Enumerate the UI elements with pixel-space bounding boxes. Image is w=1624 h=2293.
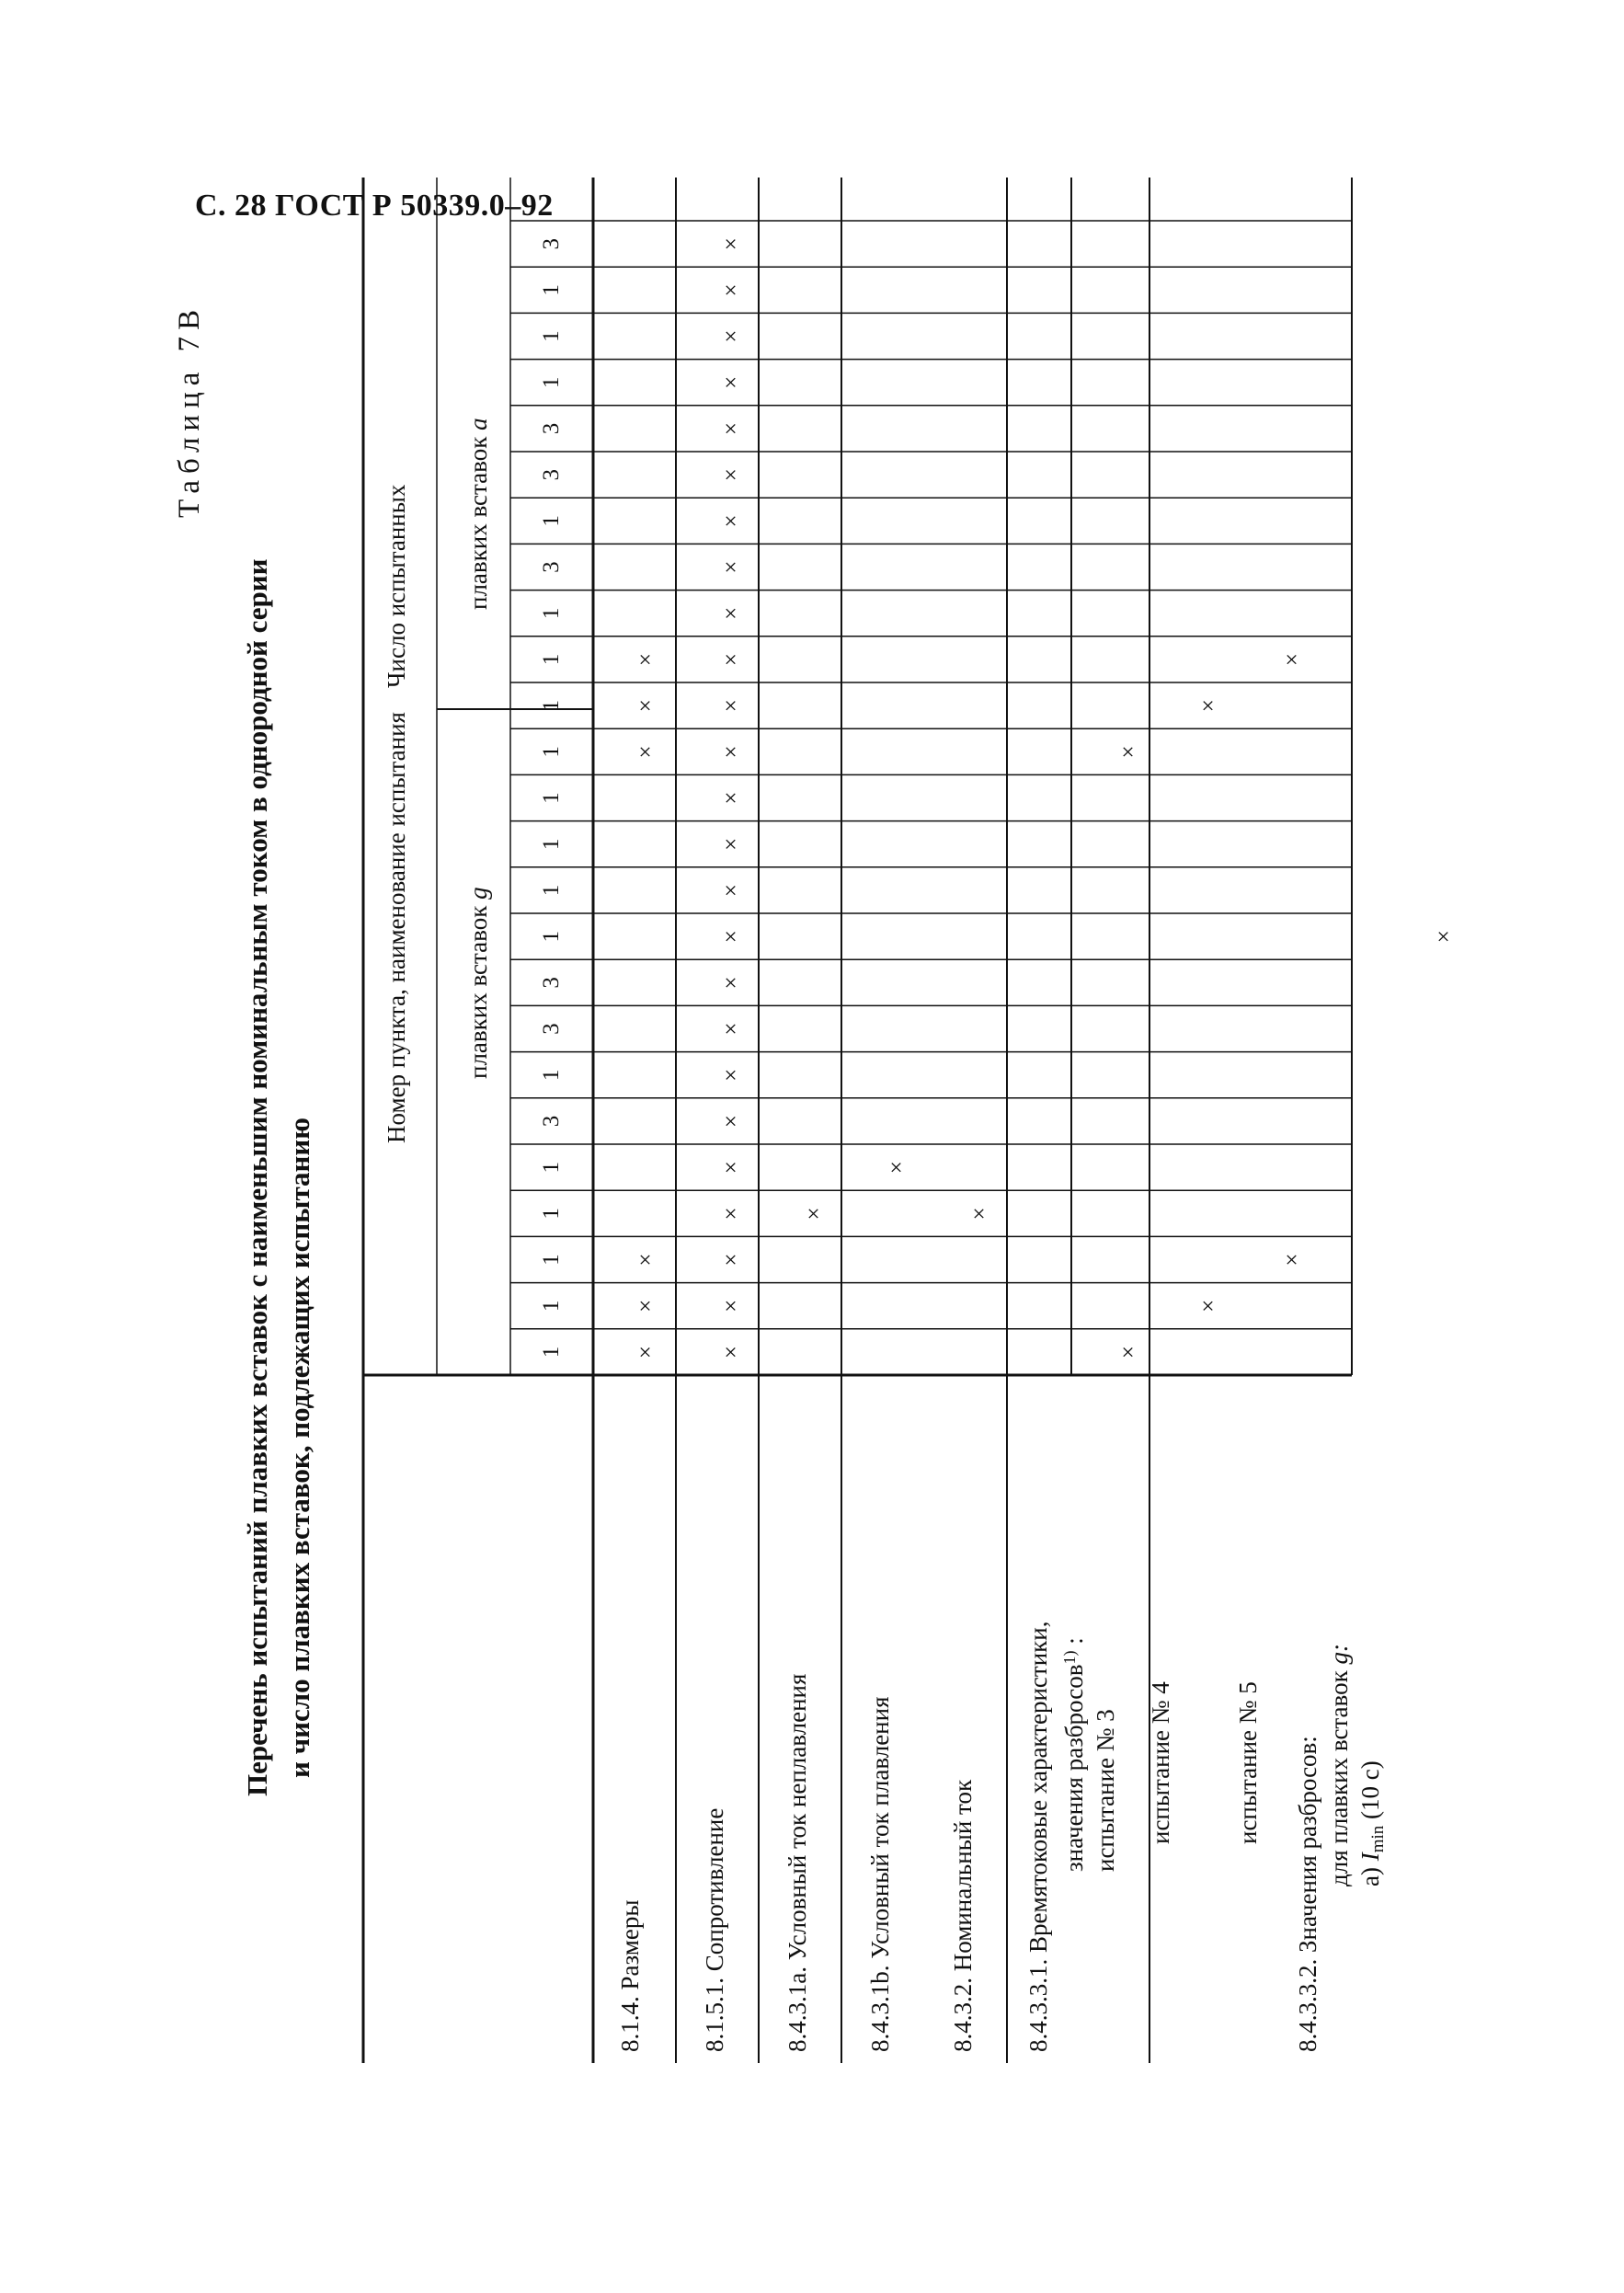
- row-label-line: 8.1.5.1. Сопротивление: [701, 1807, 728, 2052]
- row-label: [614, 1900, 646, 2053]
- test-mark: ×: [719, 421, 744, 436]
- table-title-line1: Перечень испытаний плавких вставок с наименьшим номинальным током в однородной серии: [241, 558, 273, 1796]
- footnote-marker: 1): [1060, 1650, 1079, 1665]
- count-cell: 3: [539, 1115, 564, 1128]
- count-cell: 3: [539, 237, 564, 250]
- column-header-left: Номер пункта, наименование испытания: [383, 712, 410, 1143]
- group-g-label: [466, 887, 491, 1079]
- row-label: [699, 1808, 730, 2052]
- row-label: [1292, 1644, 1394, 2052]
- test-mark: ×: [719, 976, 744, 990]
- column-header-right: Число испытанных: [383, 484, 410, 688]
- test-mark: ×: [719, 1345, 744, 1359]
- count-cell: 1: [539, 699, 564, 712]
- variable-g: g:: [1325, 1644, 1353, 1665]
- row-label-line: испытание № 3: [1092, 1709, 1119, 1872]
- test-mark: ×: [719, 329, 744, 343]
- table-caption: Таблица 7В: [173, 303, 206, 518]
- row-label-suffix: :: [1060, 1637, 1088, 1651]
- count-cell: 3: [539, 1023, 564, 1035]
- test-mark: ×: [634, 1345, 658, 1359]
- count-cell: 1: [539, 1069, 564, 1082]
- test-mark: ×: [719, 375, 744, 389]
- test-mark: ×: [719, 283, 744, 297]
- count-cell: 1: [539, 284, 564, 296]
- group-g-variable: g: [464, 887, 492, 900]
- row-label-line: 8.4.3.1a. Условный ток неплавления: [783, 1673, 811, 2052]
- row-label-text: значения разбросов: [1060, 1664, 1088, 1872]
- count-cell: 3: [539, 561, 564, 573]
- test-mark: ×: [634, 1299, 658, 1313]
- row-label-line: [1355, 1644, 1394, 2052]
- count-cell: 1: [539, 1300, 564, 1313]
- group-a-variable: a: [464, 418, 492, 430]
- test-mark: ×: [719, 699, 744, 713]
- test-mark: ×: [1280, 1253, 1305, 1267]
- test-mark: ×: [719, 1068, 744, 1082]
- count-cell: 1: [539, 1161, 564, 1174]
- test-mark: ×: [719, 930, 744, 944]
- test-mark: ×: [719, 560, 744, 574]
- row-label-line: 8.4.3.3.1. Времятоковые характеристики,: [1024, 1621, 1052, 2052]
- count-cell: 1: [539, 884, 564, 897]
- group-a-label: [466, 418, 491, 610]
- test-mark: ×: [719, 791, 744, 805]
- count-cell: 1: [539, 1346, 564, 1359]
- count-cell: 3: [539, 468, 564, 481]
- page-header: С. 28 ГОСТ Р 50339.0–92: [195, 189, 554, 223]
- count-cell: 1: [539, 838, 564, 851]
- group-g-text: плавких вставок: [464, 905, 492, 1079]
- test-mark: ×: [719, 237, 744, 251]
- count-cell: 1: [539, 746, 564, 758]
- row-label-line: 8.4.3.3.2. Значения разбросов:: [1294, 1736, 1321, 2052]
- test-mark: ×: [967, 1207, 992, 1221]
- count-cell: 1: [539, 1254, 564, 1266]
- test-mark: ×: [1196, 1299, 1221, 1313]
- count-cell: 3: [539, 977, 564, 989]
- test-mark: ×: [634, 1253, 658, 1267]
- imin-subscript: min: [1368, 1825, 1388, 1853]
- count-cell: 1: [539, 930, 564, 943]
- test-mark: ×: [1196, 699, 1221, 713]
- test-mark: ×: [719, 745, 744, 759]
- row-label: [1145, 1681, 1176, 1844]
- count-cell: 1: [539, 1208, 564, 1220]
- test-mark: ×: [1116, 745, 1141, 759]
- count-cell: 3: [539, 422, 564, 435]
- row-label-line: испытание № 4: [1147, 1681, 1174, 1844]
- row-label: [947, 1780, 978, 2052]
- test-mark: ×: [719, 1161, 744, 1175]
- test-mark: ×: [719, 1114, 744, 1129]
- count-cell: 1: [539, 330, 564, 342]
- row-label-text: для плавких вставок: [1325, 1664, 1353, 1886]
- test-mark: ×: [719, 514, 744, 528]
- count-cell: 1: [539, 515, 564, 527]
- group-a-text: плавких вставок: [464, 436, 492, 610]
- count-cell: 1: [539, 607, 564, 620]
- table-title-line2: и число плавких вставок, подлежащих испытанию: [283, 1118, 315, 1778]
- test-mark: ×: [1280, 652, 1305, 667]
- test-mark: ×: [885, 1161, 909, 1175]
- count-cell: 1: [539, 376, 564, 389]
- test-mark: ×: [719, 883, 744, 898]
- row-label-line: [1054, 1622, 1090, 2052]
- row-label: [1232, 1681, 1264, 1844]
- test-mark: ×: [1432, 930, 1457, 944]
- test-mark: ×: [719, 606, 744, 620]
- row-label: [864, 1696, 896, 2052]
- test-mark: ×: [719, 652, 744, 667]
- imin-symbol: I: [1356, 1852, 1384, 1862]
- test-mark: ×: [719, 1022, 744, 1036]
- test-mark: ×: [634, 745, 658, 759]
- row-label-line: 8.4.3.2. Номинальный ток: [949, 1779, 977, 2052]
- row-label-line: испытание № 5: [1234, 1681, 1262, 1844]
- row-label-line: [1323, 1644, 1355, 2052]
- test-mark: ×: [719, 1299, 744, 1313]
- test-mark: ×: [719, 1207, 744, 1221]
- imin-condition: (10 с): [1356, 1760, 1384, 1826]
- row-label-text: а): [1356, 1861, 1384, 1886]
- test-mark: ×: [719, 837, 744, 851]
- row-label-line: 8.1.4. Размеры: [616, 1899, 644, 2052]
- row-label-line: 8.4.3.1b. Условный ток плавления: [866, 1696, 894, 2052]
- test-mark: ×: [802, 1207, 827, 1221]
- count-cell: 1: [539, 792, 564, 804]
- test-mark: ×: [634, 699, 658, 713]
- row-label: [782, 1674, 813, 2052]
- count-cell: 1: [539, 653, 564, 666]
- test-mark: ×: [1116, 1345, 1141, 1359]
- test-mark: ×: [719, 468, 744, 482]
- test-mark: ×: [719, 1253, 744, 1267]
- row-label: [1023, 1622, 1121, 2052]
- test-mark: ×: [634, 652, 658, 667]
